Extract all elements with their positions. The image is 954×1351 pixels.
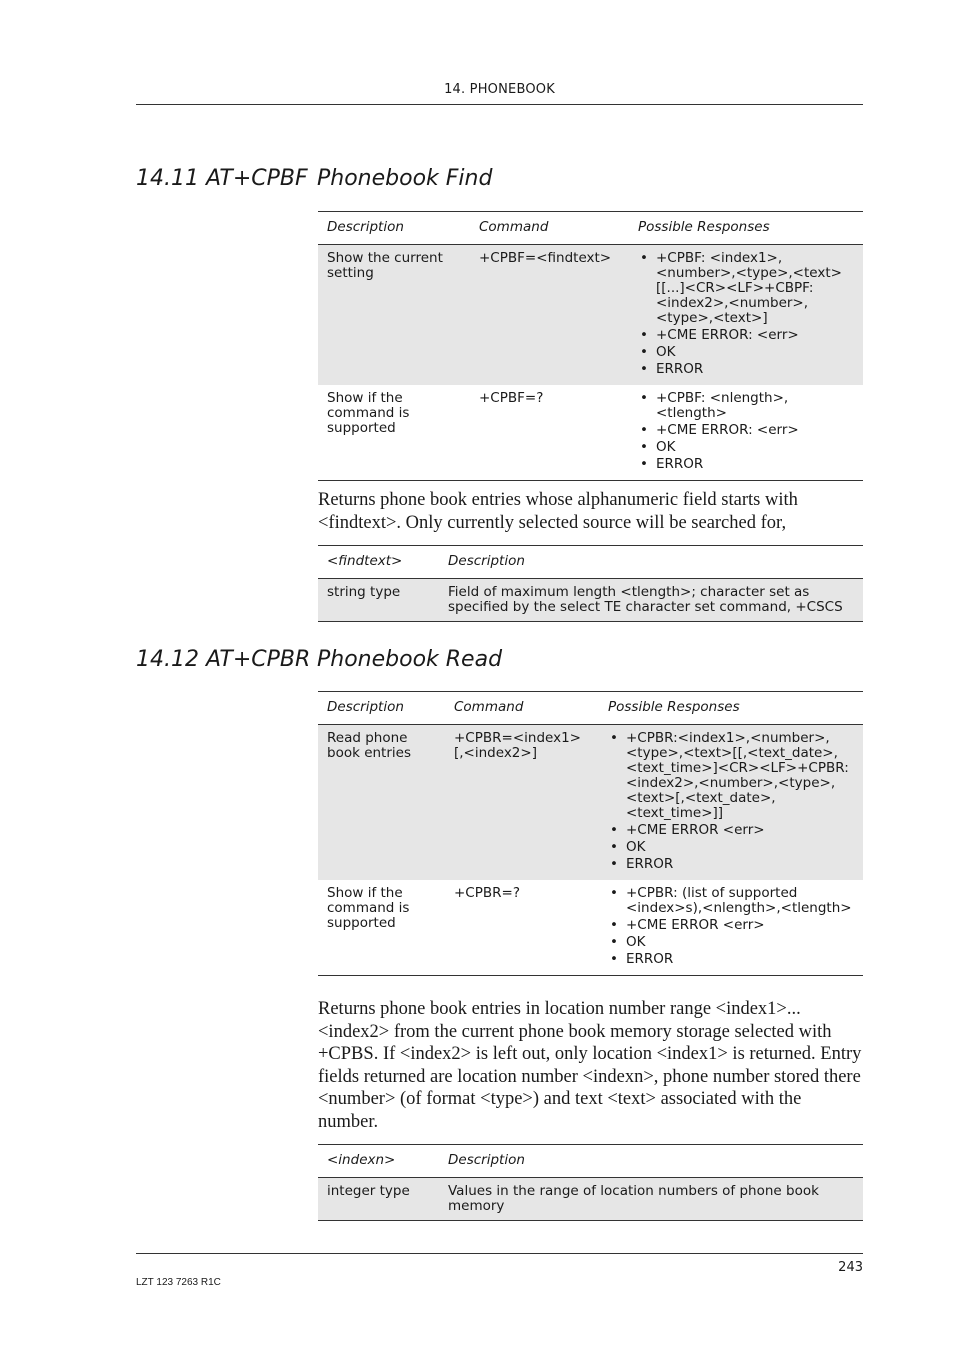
response-item: • +CME ERROR <err>	[608, 918, 854, 933]
response-item: • +CPBR: (list of supported <index>s),<nlength>,<tlength>	[608, 886, 854, 916]
row-responses	[629, 245, 863, 386]
response-item: • OK	[608, 840, 854, 855]
table-row	[318, 245, 863, 386]
response-item: • OK	[638, 440, 854, 455]
section-heading-cpbr	[136, 647, 502, 672]
running-header: 14. PHONEBOOK	[444, 82, 555, 97]
response-item: • ERROR	[608, 857, 854, 872]
header-responses: Possible Responses	[638, 219, 770, 235]
row-command: +CPBF=<findtext>	[470, 245, 629, 386]
row-command: +CPBR=<index1> [,<index2>]	[445, 725, 599, 881]
row-responses	[629, 385, 863, 481]
header-description: Description	[448, 1152, 525, 1168]
header-command: Command	[454, 699, 524, 715]
header-param: <findtext>	[327, 553, 403, 569]
header-description: Description	[327, 699, 404, 715]
cpbr-param-table	[318, 1144, 863, 1221]
row-command: +CPBF=?	[479, 390, 544, 406]
response-item: • +CME ERROR <err>	[608, 823, 854, 838]
header-description: Description	[327, 219, 404, 235]
row-responses	[599, 725, 863, 881]
header-responses: Possible Responses	[608, 699, 740, 715]
table-row	[318, 1178, 863, 1221]
section-heading-cpbf	[136, 166, 492, 191]
table-row	[318, 725, 863, 881]
section-number: 14.11 AT+CPBF	[136, 166, 308, 191]
header-command: Command	[479, 219, 549, 235]
cpbf-command-table	[318, 211, 863, 481]
cpbr-paragraph: Returns phone book entries in location number range <index1>... <index2> from the current phone book memory storage selected with +CPBS. If <index2> is left out, only location <index1> is returned. Entry fields returned are location number <indexn>, phone number stored there <number> (of format <type>) and text <text> associated with the number.	[318, 999, 862, 1132]
response-item: • ERROR	[608, 952, 854, 967]
section-title: Phonebook Read	[317, 647, 503, 672]
response-item: • +CPBF: <index1>,<number>,<type>,<text>[[...]<CR><LF>+CBPF:<index2>,<number>,<type>,<text>]	[638, 251, 854, 326]
table-row	[318, 385, 863, 481]
param-name: string type	[318, 579, 439, 622]
table-row	[318, 579, 863, 622]
row-description: Show if the command is supported	[327, 390, 410, 436]
response-item: • +CME ERROR: <err>	[638, 423, 854, 438]
param-description: Values in the range of location numbers of phone book memory	[439, 1178, 863, 1221]
cpbr-command-table	[318, 691, 863, 976]
cpbf-paragraph: Returns phone book entries whose alphanumeric field starts with <findtext>. Only currently selected source will be searched for,	[318, 490, 798, 533]
section-number: 14.12 AT+CPBR	[136, 647, 311, 672]
row-description: Show the current setting	[318, 245, 470, 386]
header-description: Description	[448, 553, 525, 569]
table-header-row	[318, 546, 863, 579]
response-item: • ERROR	[638, 362, 854, 377]
header-rule	[136, 104, 863, 105]
section-title: Phonebook Find	[317, 166, 493, 191]
row-description: Read phone book entries	[318, 725, 445, 881]
response-item: • ERROR	[638, 457, 854, 472]
response-item: • OK	[608, 935, 854, 950]
table-header-row	[318, 212, 863, 245]
table-header-row	[318, 1145, 863, 1178]
header-param: <indexn>	[327, 1152, 396, 1168]
response-item: • +CPBF: <nlength>,<tlength>	[638, 391, 854, 421]
response-item: • +CME ERROR: <err>	[638, 328, 854, 343]
row-responses	[599, 880, 863, 976]
response-item: • OK	[638, 345, 854, 360]
row-command: +CPBR=?	[454, 885, 520, 901]
table-row	[318, 880, 863, 976]
param-name: integer type	[318, 1178, 439, 1221]
response-item: • +CPBR:<index1>,<number>, <type>,<text>[[,<text_date>, <text_time>]<CR><LF>+CPBR: <index2>,<number>,<type>, <text>[,<text_date>, <text_time>]]	[608, 731, 854, 821]
param-description: Field of maximum length <tlength>; character set as specified by the select TE character set command, +CSCS	[439, 579, 863, 622]
table-header-row	[318, 692, 863, 725]
cpbf-param-table	[318, 545, 863, 622]
row-description: Show if the command is supported	[327, 885, 410, 931]
document-id: LZT 123 7263 R1C	[136, 1277, 221, 1288]
page-number: 243	[838, 1260, 863, 1275]
footer-rule	[136, 1253, 863, 1254]
